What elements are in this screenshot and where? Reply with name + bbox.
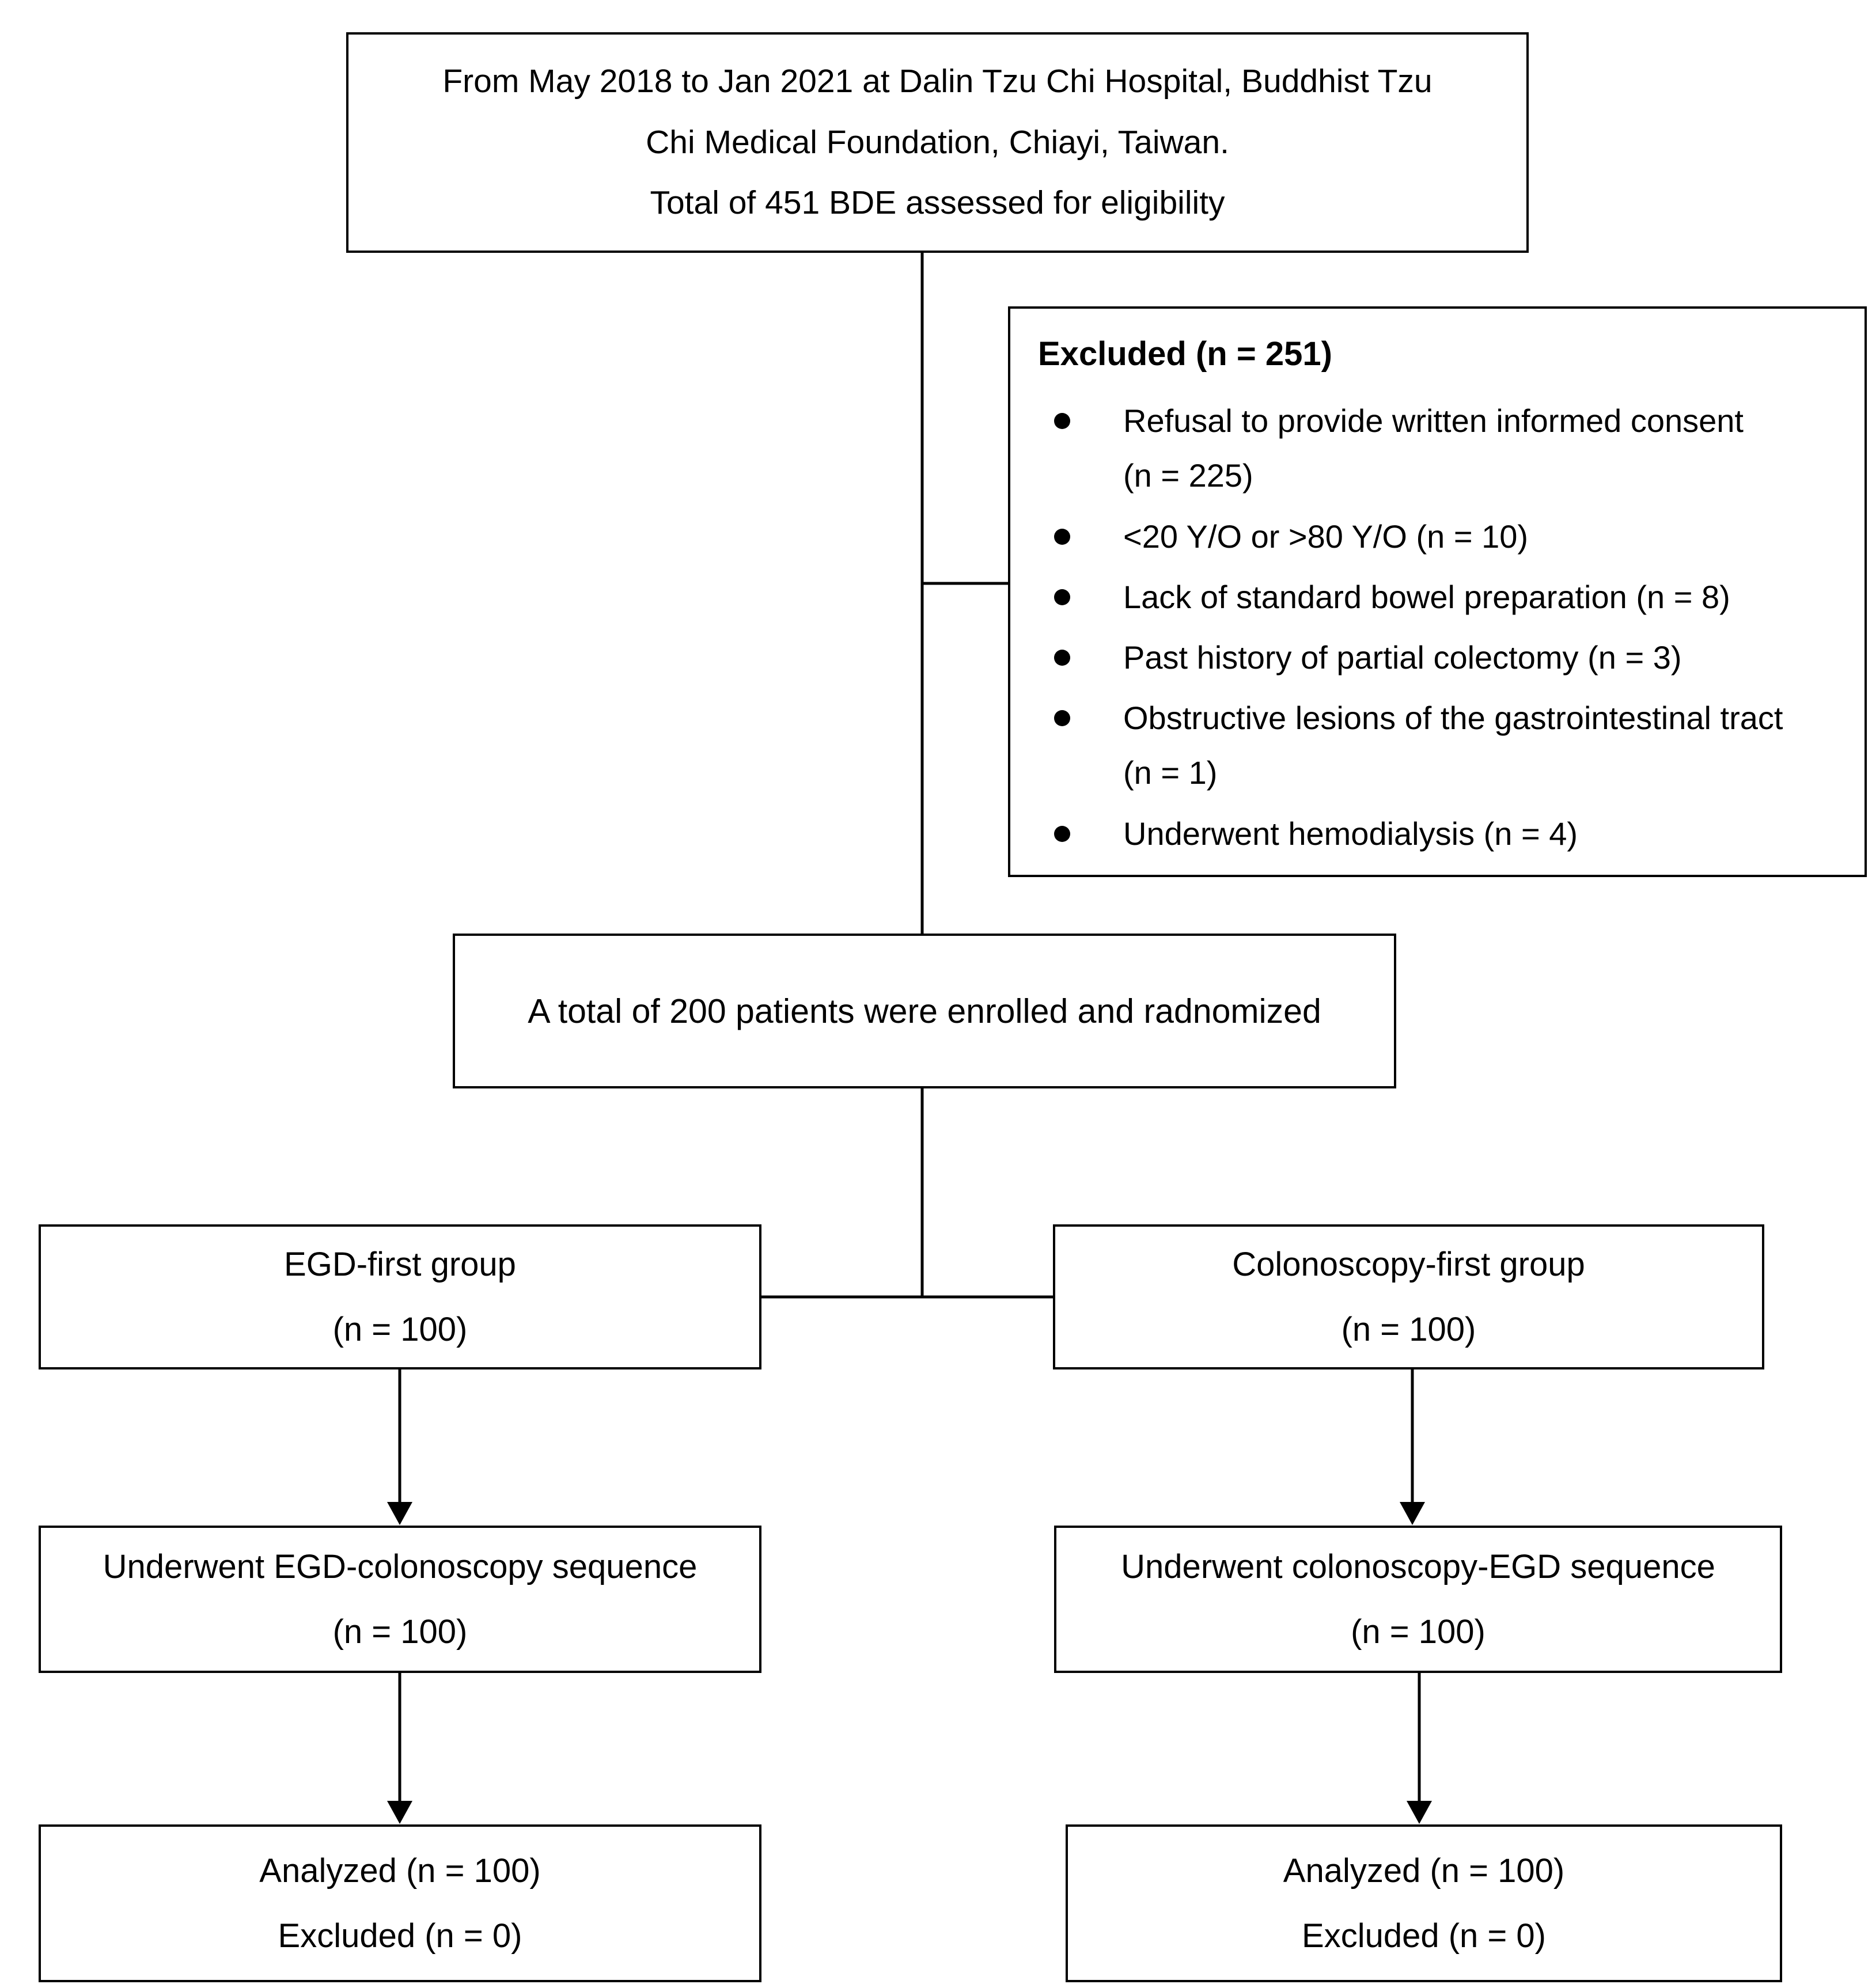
colonoscopy-group-label: Colonoscopy-first group bbox=[1232, 1245, 1585, 1283]
egd-sequence-count: (n = 100) bbox=[332, 1613, 468, 1651]
colonoscopy-group-box bbox=[1053, 1224, 1764, 1369]
excluded-item-text: (n = 225) bbox=[1123, 457, 1253, 494]
arrowhead-egd-sequence-to-result bbox=[387, 1801, 412, 1824]
egd-group-label: EGD-first group bbox=[284, 1245, 516, 1283]
egd-sequence-box bbox=[39, 1526, 761, 1673]
egd-analyzed-text: Analyzed (n = 100) bbox=[259, 1852, 541, 1890]
enrolled-box bbox=[453, 934, 1396, 1088]
arrowhead-egd-group-to-sequence bbox=[387, 1502, 412, 1525]
colonoscopy-sequence-label: Underwent colonoscopy-EGD sequence bbox=[1121, 1547, 1715, 1585]
colonoscopy-analyzed-text: Analyzed (n = 100) bbox=[1283, 1852, 1565, 1890]
egd-excluded-text: Excluded (n = 0) bbox=[278, 1917, 522, 1955]
eligibility-box bbox=[346, 32, 1529, 253]
colonoscopy-sequence-box bbox=[1054, 1526, 1782, 1673]
excluded-item bbox=[1038, 691, 1844, 800]
excluded-box bbox=[1008, 306, 1867, 877]
excluded-item-text: Lack of standard bowel preparation (n = 8) bbox=[1123, 578, 1730, 615]
excluded-item bbox=[1038, 509, 1844, 564]
excluded-item-text: Obstructive lesions of the gastrointestinal tract bbox=[1123, 700, 1783, 737]
excluded-item-text: Refusal to provide written informed consent bbox=[1123, 403, 1744, 439]
excluded-item bbox=[1038, 806, 1844, 861]
eligibility-line-1: From May 2018 to Jan 2021 at Dalin Tzu Chi Hospital, Buddhist Tzu bbox=[442, 63, 1433, 100]
excluded-item-text: Underwent hemodialysis (n = 4) bbox=[1123, 815, 1578, 852]
excluded-item-text: (n = 1) bbox=[1123, 754, 1218, 791]
colonoscopy-group-count: (n = 100) bbox=[1341, 1311, 1476, 1348]
egd-sequence-label: Underwent EGD-colonoscopy sequence bbox=[103, 1547, 698, 1585]
colonoscopy-excluded-text: Excluded (n = 0) bbox=[1302, 1917, 1546, 1955]
eligibility-line-3: Total of 451 BDE assessed for eligibility bbox=[650, 184, 1225, 222]
excluded-list bbox=[1038, 393, 1844, 861]
arrowhead-colo-group-to-sequence bbox=[1400, 1502, 1425, 1525]
excluded-title: Excluded (n = 251) bbox=[1038, 335, 1332, 373]
egd-group-count: (n = 100) bbox=[332, 1311, 468, 1348]
excluded-item-text: <20 Y/O or >80 Y/O (n = 10) bbox=[1123, 518, 1529, 555]
colonoscopy-result-box bbox=[1066, 1824, 1782, 1982]
excluded-item bbox=[1038, 570, 1844, 624]
egd-group-box bbox=[39, 1224, 761, 1369]
excluded-item bbox=[1038, 630, 1844, 685]
enrolled-text: A total of 200 patients were enrolled and radnomized bbox=[528, 992, 1321, 1030]
arrowhead-colo-sequence-to-result bbox=[1407, 1801, 1432, 1824]
excluded-item bbox=[1038, 393, 1844, 503]
eligibility-line-2: Chi Medical Foundation, Chiayi, Taiwan. bbox=[646, 123, 1229, 161]
egd-result-box bbox=[39, 1824, 761, 1982]
colonoscopy-sequence-count: (n = 100) bbox=[1351, 1613, 1486, 1651]
excluded-item-text: Past history of partial colectomy (n = 3) bbox=[1123, 639, 1682, 676]
